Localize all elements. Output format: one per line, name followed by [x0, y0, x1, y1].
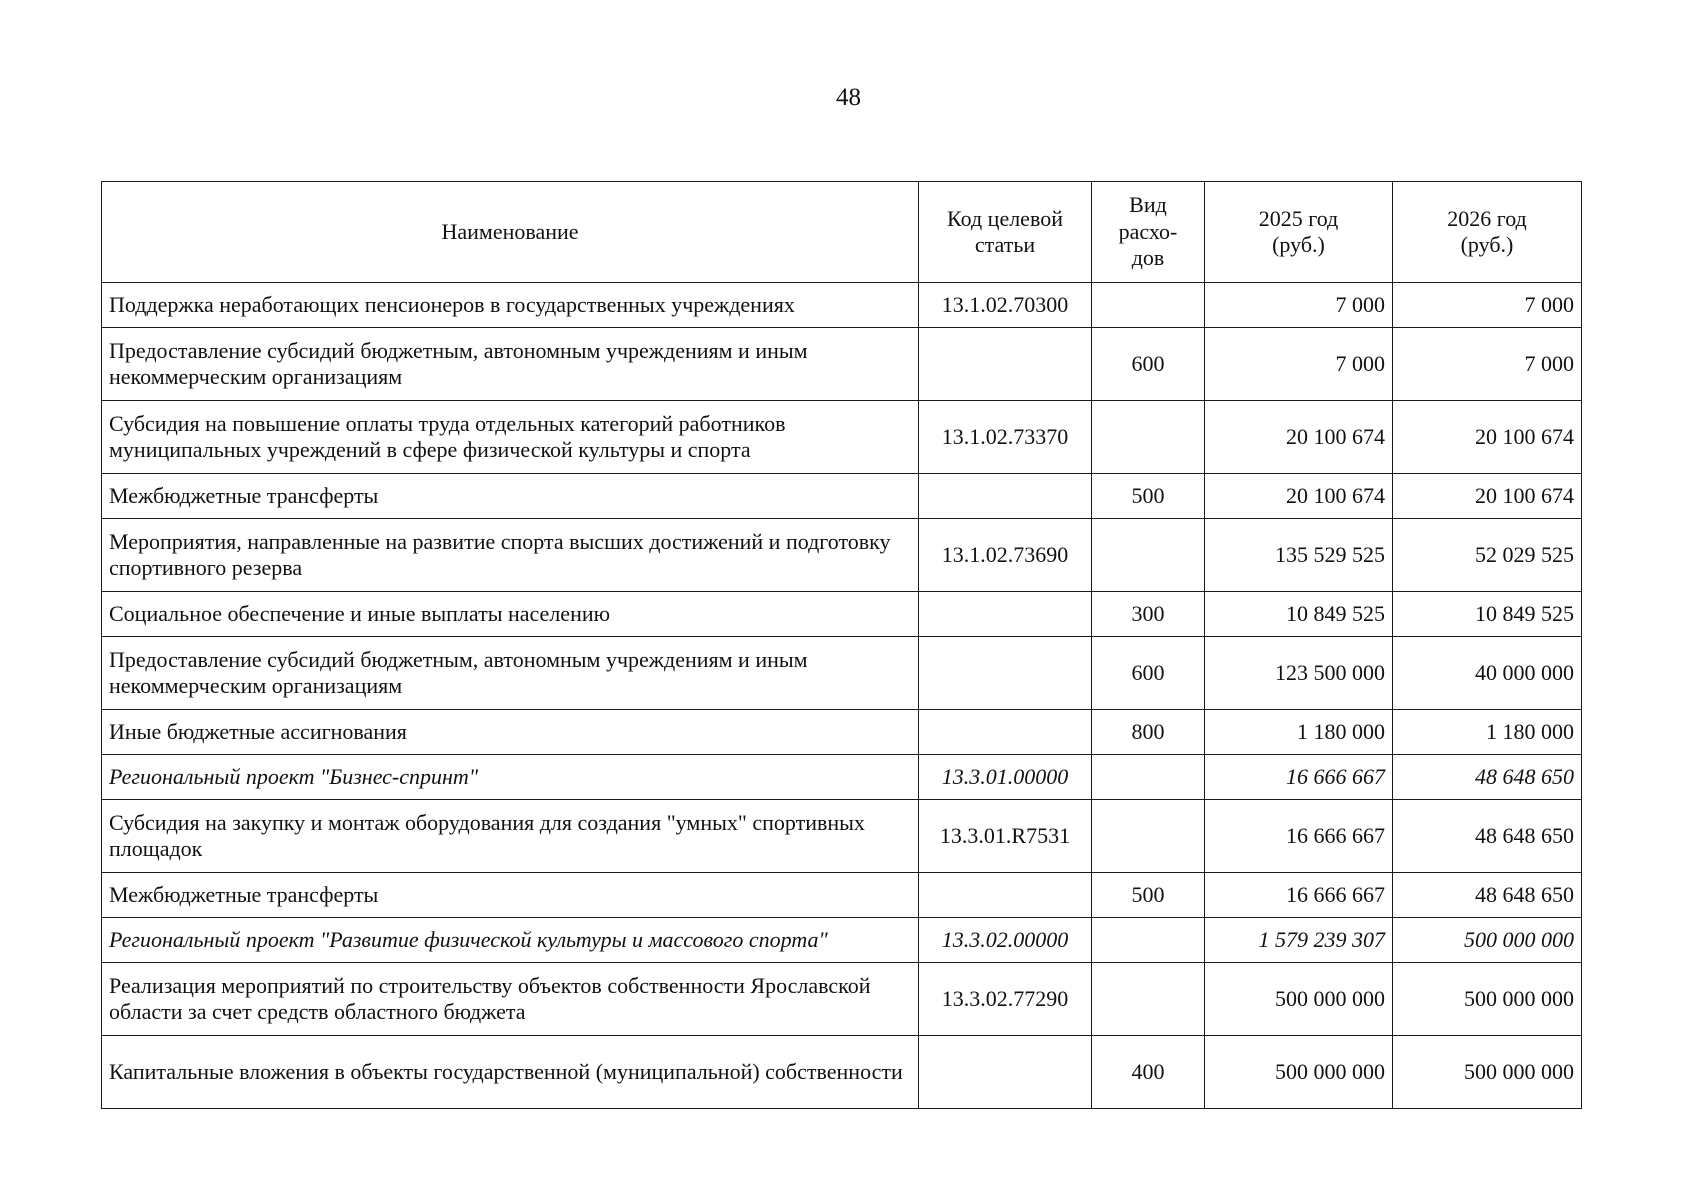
row-name: Субсидия на закупку и монтаж оборудования для создания "умных" спортивных площадок [102, 800, 919, 873]
table-row-project [102, 755, 1582, 800]
table-header-row [102, 182, 1582, 283]
row-kind [1092, 800, 1205, 873]
row-kind: 600 [1092, 328, 1205, 401]
table-row [102, 474, 1582, 519]
table-row [102, 800, 1582, 873]
header-2026: 2026 год (руб.) [1393, 182, 1582, 283]
row-code [919, 592, 1092, 637]
page-number: 48 [836, 84, 861, 111]
row-kind [1092, 755, 1205, 800]
row-name: Субсидия на повышение оплаты труда отдельных категорий работников муниципальных учреждений в сфере физической культуры и спорта [102, 401, 919, 474]
row-code [919, 710, 1092, 755]
row-2025: 500 000 000 [1205, 963, 1393, 1036]
header-2025: 2025 год (руб.) [1205, 182, 1393, 283]
header-kind: Вид расхо-дов [1092, 182, 1205, 283]
row-code: 13.1.02.73370 [919, 401, 1092, 474]
table-row [102, 519, 1582, 592]
row-kind [1092, 283, 1205, 328]
row-2026: 20 100 674 [1393, 401, 1582, 474]
row-2025: 7 000 [1205, 328, 1393, 401]
row-2025: 10 849 525 [1205, 592, 1393, 637]
table-row [102, 328, 1582, 401]
row-2025: 1 579 239 307 [1205, 918, 1393, 963]
row-2026: 7 000 [1393, 328, 1582, 401]
row-name: Предоставление субсидий бюджетным, автономным учреждениям и иным некоммерческим организациям [102, 328, 919, 401]
row-2026: 500 000 000 [1393, 918, 1582, 963]
row-2025: 16 666 667 [1205, 800, 1393, 873]
row-code [919, 1036, 1092, 1109]
row-name: Реализация мероприятий по строительству объектов собственности Ярославской области за счет средств областного бюджета [102, 963, 919, 1036]
row-code: 13.3.02.00000 [919, 918, 1092, 963]
row-2025: 135 529 525 [1205, 519, 1393, 592]
row-kind: 300 [1092, 592, 1205, 637]
table-row [102, 637, 1582, 710]
budget-table [101, 181, 1582, 1109]
row-name: Капитальные вложения в объекты государственной (муниципальной) собственности [102, 1036, 919, 1109]
row-2025: 20 100 674 [1205, 474, 1393, 519]
row-kind: 500 [1092, 474, 1205, 519]
table-row-project [102, 918, 1582, 963]
row-2025: 16 666 667 [1205, 755, 1393, 800]
row-2026: 52 029 525 [1393, 519, 1582, 592]
row-code: 13.3.02.77290 [919, 963, 1092, 1036]
row-2026: 48 648 650 [1393, 755, 1582, 800]
row-kind [1092, 963, 1205, 1036]
table-row [102, 873, 1582, 918]
row-code: 13.1.02.70300 [919, 283, 1092, 328]
row-2026: 20 100 674 [1393, 474, 1582, 519]
row-name: Социальное обеспечение и иные выплаты населению [102, 592, 919, 637]
row-name: Иные бюджетные ассигнования [102, 710, 919, 755]
row-kind: 800 [1092, 710, 1205, 755]
row-2025: 16 666 667 [1205, 873, 1393, 918]
row-2025: 500 000 000 [1205, 1036, 1393, 1109]
row-name: Предоставление субсидий бюджетным, автономным учреждениям и иным некоммерческим организациям [102, 637, 919, 710]
row-code [919, 637, 1092, 710]
table-row [102, 963, 1582, 1036]
header-name: Наименование [102, 182, 919, 283]
row-kind: 500 [1092, 873, 1205, 918]
table-row [102, 283, 1582, 328]
header-code: Код целевой статьи [919, 182, 1092, 283]
row-2025: 20 100 674 [1205, 401, 1393, 474]
row-kind: 600 [1092, 637, 1205, 710]
row-2025: 123 500 000 [1205, 637, 1393, 710]
row-name: Межбюджетные трансферты [102, 873, 919, 918]
table-row [102, 592, 1582, 637]
row-name: Региональный проект "Бизнес-спринт" [102, 755, 919, 800]
row-2026: 48 648 650 [1393, 800, 1582, 873]
row-code: 13.3.01.00000 [919, 755, 1092, 800]
row-name: Межбюджетные трансферты [102, 474, 919, 519]
row-2026: 500 000 000 [1393, 963, 1582, 1036]
row-2026: 7 000 [1393, 283, 1582, 328]
row-kind [1092, 401, 1205, 474]
row-code [919, 474, 1092, 519]
row-name: Мероприятия, направленные на развитие спорта высших достижений и подготовку спортивного резерва [102, 519, 919, 592]
row-2026: 1 180 000 [1393, 710, 1582, 755]
table-row [102, 1036, 1582, 1109]
row-kind [1092, 519, 1205, 592]
row-kind: 400 [1092, 1036, 1205, 1109]
row-2026: 500 000 000 [1393, 1036, 1582, 1109]
row-2026: 40 000 000 [1393, 637, 1582, 710]
row-code: 13.1.02.73690 [919, 519, 1092, 592]
table-row [102, 401, 1582, 474]
row-2025: 1 180 000 [1205, 710, 1393, 755]
row-code [919, 873, 1092, 918]
row-code: 13.3.01.R7531 [919, 800, 1092, 873]
row-name: Поддержка неработающих пенсионеров в государственных учреждениях [102, 283, 919, 328]
row-2026: 48 648 650 [1393, 873, 1582, 918]
table-row [102, 710, 1582, 755]
row-2025: 7 000 [1205, 283, 1393, 328]
row-kind [1092, 918, 1205, 963]
row-name: Региональный проект "Развитие физической культуры и массового спорта" [102, 918, 919, 963]
row-code [919, 328, 1092, 401]
row-2026: 10 849 525 [1393, 592, 1582, 637]
